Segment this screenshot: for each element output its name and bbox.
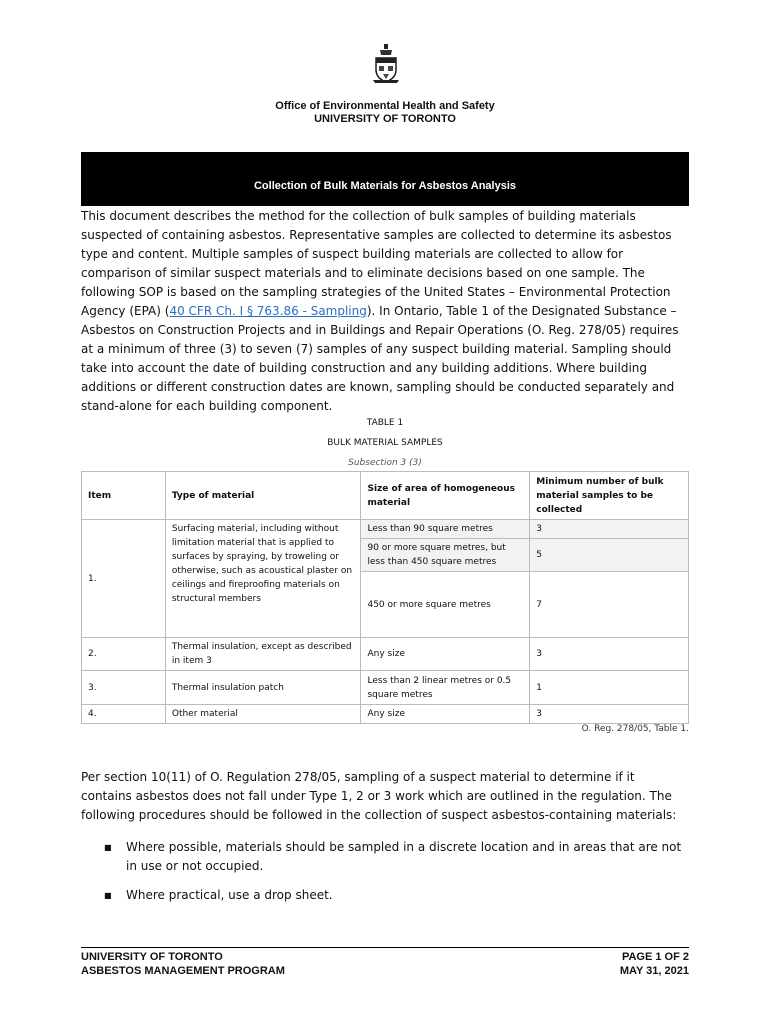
footer-program: ASBESTOS MANAGEMENT PROGRAM bbox=[81, 965, 285, 977]
row-size: 90 or more square metres, but less than 450 square metres bbox=[361, 539, 530, 572]
university-crest-icon bbox=[373, 44, 399, 84]
table-caption-title: BULK MATERIAL SAMPLES bbox=[327, 438, 443, 448]
row-type: Surfacing material, including without limitation material that is applied to surfaces by spraying, by troweling or otherwise, such as acoustical plaster on ceilings and fireproofing materials on structural members bbox=[165, 520, 361, 638]
row-item: 1. bbox=[82, 520, 166, 638]
footer-date: MAY 31, 2021 bbox=[619, 965, 689, 977]
intro-paragraph bbox=[81, 207, 689, 416]
row-size: Less than 2 linear metres or 0.5 square metres bbox=[361, 671, 530, 705]
table-row bbox=[82, 671, 689, 705]
footer-right bbox=[620, 950, 689, 978]
footer-left bbox=[81, 950, 285, 978]
bullet-square-icon: ■ bbox=[104, 891, 112, 900]
header-min-samples: Minimum number of bulk material samples to be collected bbox=[530, 472, 689, 520]
list-item-text: Where possible, materials should be sampled in a discrete location and in areas that are not in use or not occupied. bbox=[126, 840, 682, 873]
table-source: O. Reg. 278/05, Table 1. bbox=[581, 724, 689, 734]
intro-text-1: This document describes the method for the collection of bulk samples of building materials suspected of containing asbestos. Representative samples are collected to determine its asbestos type and content. Multiple samples of suspect building materials are collected to allow for comparison of similar suspect materials and to eliminate decisions based on one sample. The following SOP is based on the sampling strategies of the United States – Environmental Protection Agency (EPA) ( bbox=[81, 209, 672, 318]
row-type: Thermal insulation, except as described in item 3 bbox=[165, 638, 361, 671]
university-name: UNIVERSITY OF TORONTO bbox=[314, 113, 456, 125]
row-item: 3. bbox=[82, 671, 166, 705]
header-size: Size of area of homogeneous material bbox=[361, 472, 530, 520]
intro-text-2: ). In Ontario, Table 1 of the Designated Substance – Asbestos on Construction Projects and in Buildings and Repair Operations (O. Reg. 278/05) requires at a minimum of three (3) to seven (7) samples of any suspect building material. Sampling should take into account the date of building construction and any building additions. Where building additions or different construction dates are known, sampling should be conducted separately and stand-alone for each building component. bbox=[81, 304, 679, 413]
list-item bbox=[104, 886, 689, 905]
header-type: Type of material bbox=[165, 472, 361, 520]
row-min: 5 bbox=[530, 539, 689, 572]
footer-page-number: PAGE 1 OF 2 bbox=[621, 951, 689, 963]
row-min: 3 bbox=[530, 705, 689, 724]
row-item: 4. bbox=[82, 705, 166, 724]
row-size: Any size bbox=[361, 705, 530, 724]
row-min: 7 bbox=[530, 572, 689, 638]
list-item bbox=[104, 838, 689, 876]
row-min: 3 bbox=[530, 520, 689, 539]
table-row bbox=[82, 705, 689, 724]
row-size: Any size bbox=[361, 638, 530, 671]
table-caption-subsection: Subsection 3 (3) bbox=[348, 458, 422, 468]
row-size: 450 or more square metres bbox=[361, 572, 530, 638]
footer-university: UNIVERSITY OF TORONTO bbox=[81, 951, 223, 963]
list-item-text: Where practical, use a drop sheet. bbox=[126, 888, 333, 902]
row-type: Thermal insulation patch bbox=[165, 671, 361, 705]
document-title-bar bbox=[81, 152, 689, 206]
row-item: 2. bbox=[82, 638, 166, 671]
row-size: Less than 90 square metres bbox=[361, 520, 530, 539]
epa-sampling-link[interactable]: 40 CFR Ch. I § 763.86 - Sampling bbox=[169, 304, 367, 318]
row-min: 3 bbox=[530, 638, 689, 671]
row-type: Other material bbox=[165, 705, 361, 724]
table-row bbox=[82, 520, 689, 539]
table-header-row bbox=[82, 472, 689, 520]
footer-divider bbox=[81, 947, 689, 948]
document-title: Collection of Bulk Materials for Asbestos Analysis bbox=[253, 180, 517, 192]
bulk-samples-table bbox=[81, 471, 689, 724]
office-name: Office of Environmental Health and Safety bbox=[275, 100, 495, 112]
row-min: 1 bbox=[530, 671, 689, 705]
procedures-paragraph: Per section 10(11) of O. Regulation 278/05, sampling of a suspect material to determine if it contains asbestos does not fall under Type 1, 2 or 3 work which are outlined in the regulation. The following procedures should be followed in the collection of suspect asbestos-containing materials: bbox=[81, 770, 677, 822]
header-item: Item bbox=[82, 472, 166, 520]
table-row bbox=[82, 638, 689, 671]
bullet-square-icon: ■ bbox=[104, 843, 112, 852]
table-caption-number: TABLE 1 bbox=[366, 418, 404, 428]
